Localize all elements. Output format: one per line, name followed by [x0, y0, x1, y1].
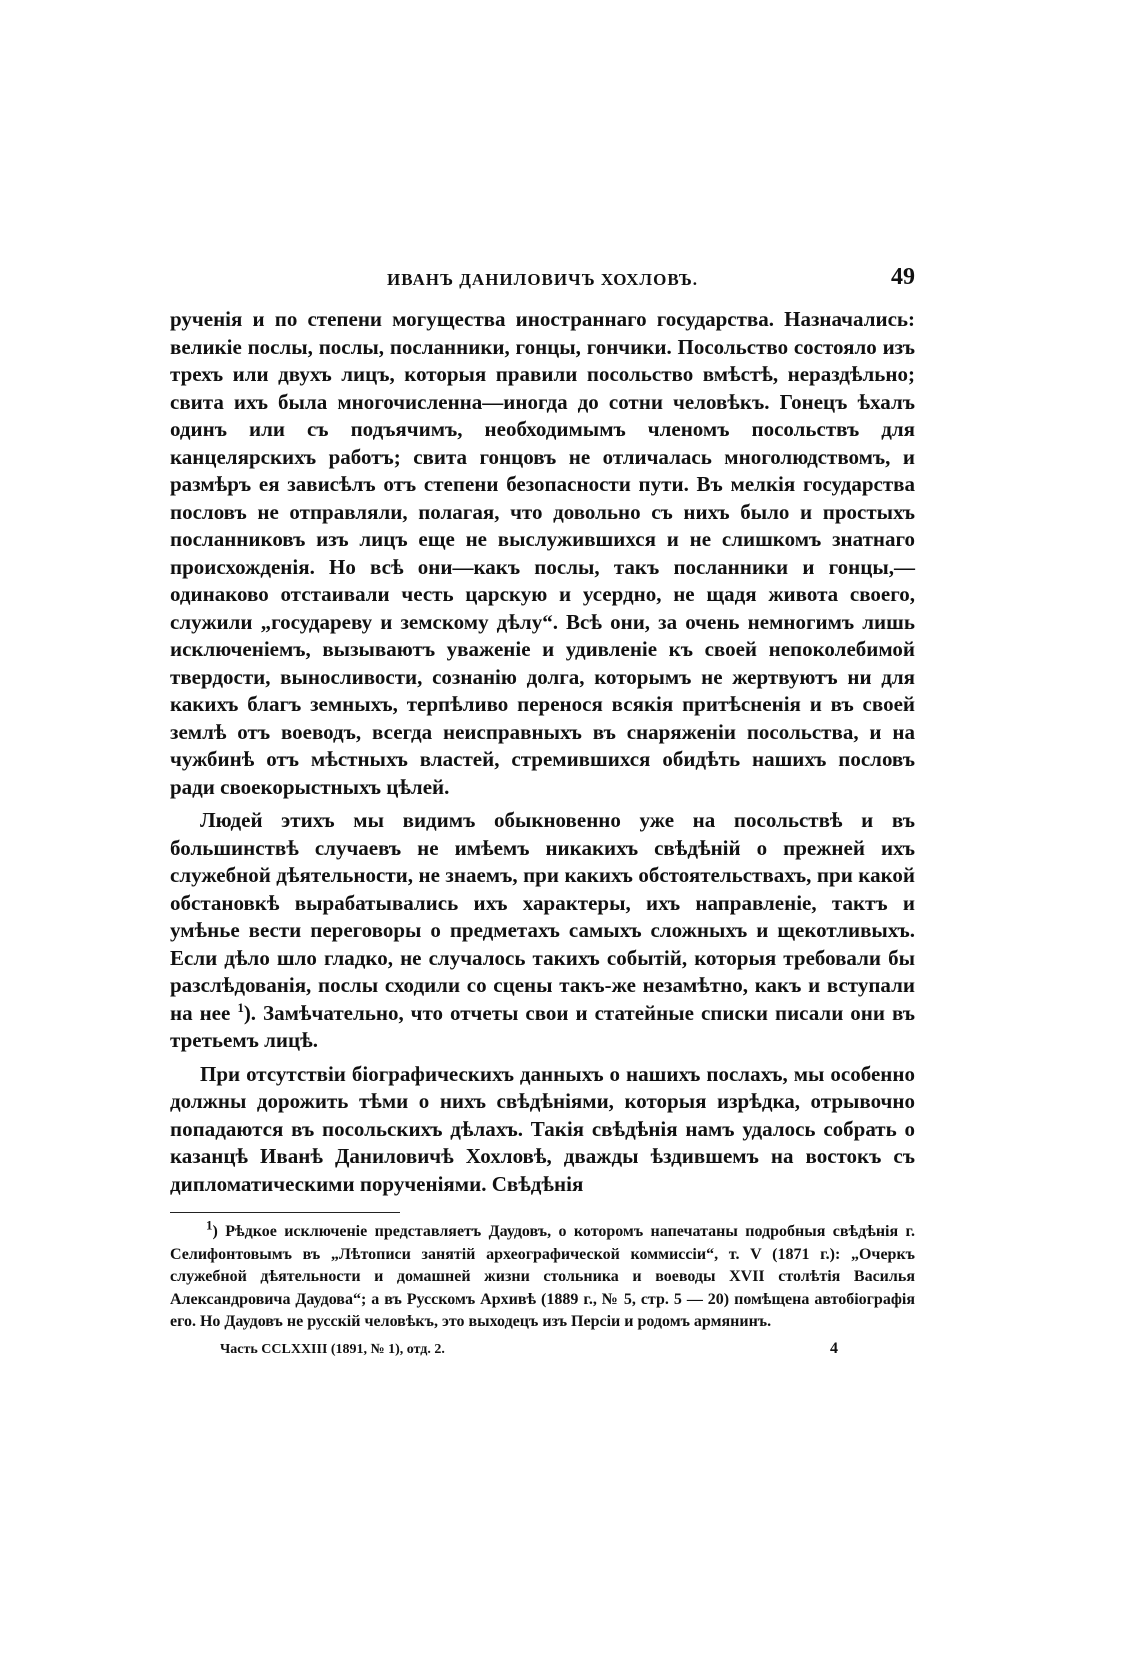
document-page [170, 262, 915, 1368]
paragraph-2 [170, 807, 915, 1055]
signature-number: 4 [830, 1339, 838, 1357]
paragraph-1: рученія и по степени могущества иностраннаго государства. Назначались: великіе послы, послы, посланники, гонцы, гончики. Посольство состояло изъ трехъ или двухъ лицъ, которыя правили посольство вмѣстѣ, нераздѣльно; свита ихъ была многочисленна—иногда до сотни человѣкъ. Гонецъ ѣхалъ одинъ или съ подъячимъ, необходимымъ членомъ посольствъ для канцелярскихъ работъ; свита гонцовъ не отличалась многолюдствомъ, и размѣръ ея зависѣлъ отъ степени безопасности пути. Въ мелкія государства пословъ не отправляли, полагая, что довольно съ нихъ было и простыхъ посланниковъ изъ лицъ еще не выслужившихся и не слишкомъ знатнаго происхожденія. Но всѣ они—какъ послы, такъ посланники и гонцы,—одинаково отстаивали честь царскую и усердно, не щадя живота своего, служили „государеву и земскому дѣлу“. Всѣ они, за очень немногимъ лишь исключеніемъ, вызываютъ уваженіе и удивленіе къ своей непоколебимой твердости, выносливости, сознанію долга, которымъ не жертвуютъ ни для какихъ благъ земныхъ, терпѣливо перенося всякія притѣсненія и въ своей землѣ отъ воеводъ, всегда неисправныхъ въ снаряженіи посольства, и на чужбинѣ отъ мѣстныхъ властей, стремившихся обидѣть нашихъ пословъ ради своекорыстныхъ цѣлей. [170, 307, 915, 799]
footnote-text: ) Рѣдкое исключеніе представляетъ Даудовъ, о которомъ напечатаны подробныя свѣдѣнія г. Селифонтовымъ въ „Лѣтописи занятій археографической коммиссіи“, т. V (1871 г.): „Очеркъ служебной дѣятельности и домашней жизни стольника и воеводы XVII столѣтія Василья Александровича Даудова“; а въ Русскомъ Архивѣ (1889 г., № 5, стр. 5 — 20) помѣщена автобіографія его. Но Даудовъ не русскій человѣкъ, это выходецъ изъ Персіи и родомъ армянинъ. [170, 1223, 915, 1330]
signature-line [170, 1338, 915, 1368]
footnote [170, 1217, 915, 1334]
footnote-marker: 1 [206, 1217, 213, 1233]
paragraph-2-tail: ). Замѣчательно, что отчеты свои и статейные списки писали они въ третьемъ лицѣ. [170, 1000, 916, 1052]
running-title: ИВАНЪ ДАНИЛОВИЧЪ ХОХЛОВЪ. [386, 270, 699, 289]
page-number: 49 [891, 264, 915, 290]
body-text [170, 306, 915, 1198]
page-header [170, 262, 915, 298]
footnote-reference: 1 [237, 999, 244, 1015]
paragraph-2-text: Людей этихъ мы видимъ обыкновенно уже на посольствѣ и въ большинствѣ случаевъ не имѣемъ никакихъ свѣдѣній о прежней ихъ служебной дѣятельности, не знаемъ, при какихъ обстоятельствахъ, при какой обстановкѣ вырабатывались ихъ характеры, ихъ направленіе, тактъ и умѣнье вести переговоры о предметахъ самыхъ сложныхъ и щекотливыхъ. Если дѣло шло гладко, не случалось такихъ событій, которыя требовали бы разслѣдованія, послы сходили со сцены такъ-же незамѣтно, какъ и вступали на нее [170, 808, 915, 1025]
footnote-divider [170, 1212, 400, 1213]
paragraph-3: При отсутствіи біографическихъ данныхъ о нашихъ послахъ, мы особенно должны дорожить тѣми о нихъ свѣдѣніями, которыя изрѣдка, отрывочно попадаются въ посольскихъ дѣлахъ. Такія свѣдѣнія намъ удалось собрать о казанцѣ Иванѣ Даниловичѣ Хохловѣ, дважды ѣздившемъ на востокъ съ дипломатическими порученіями. Свѣдѣнія [170, 1061, 915, 1196]
signature-text: Часть CCLXXIII (1891, № 1), отд. 2. [220, 1341, 445, 1357]
